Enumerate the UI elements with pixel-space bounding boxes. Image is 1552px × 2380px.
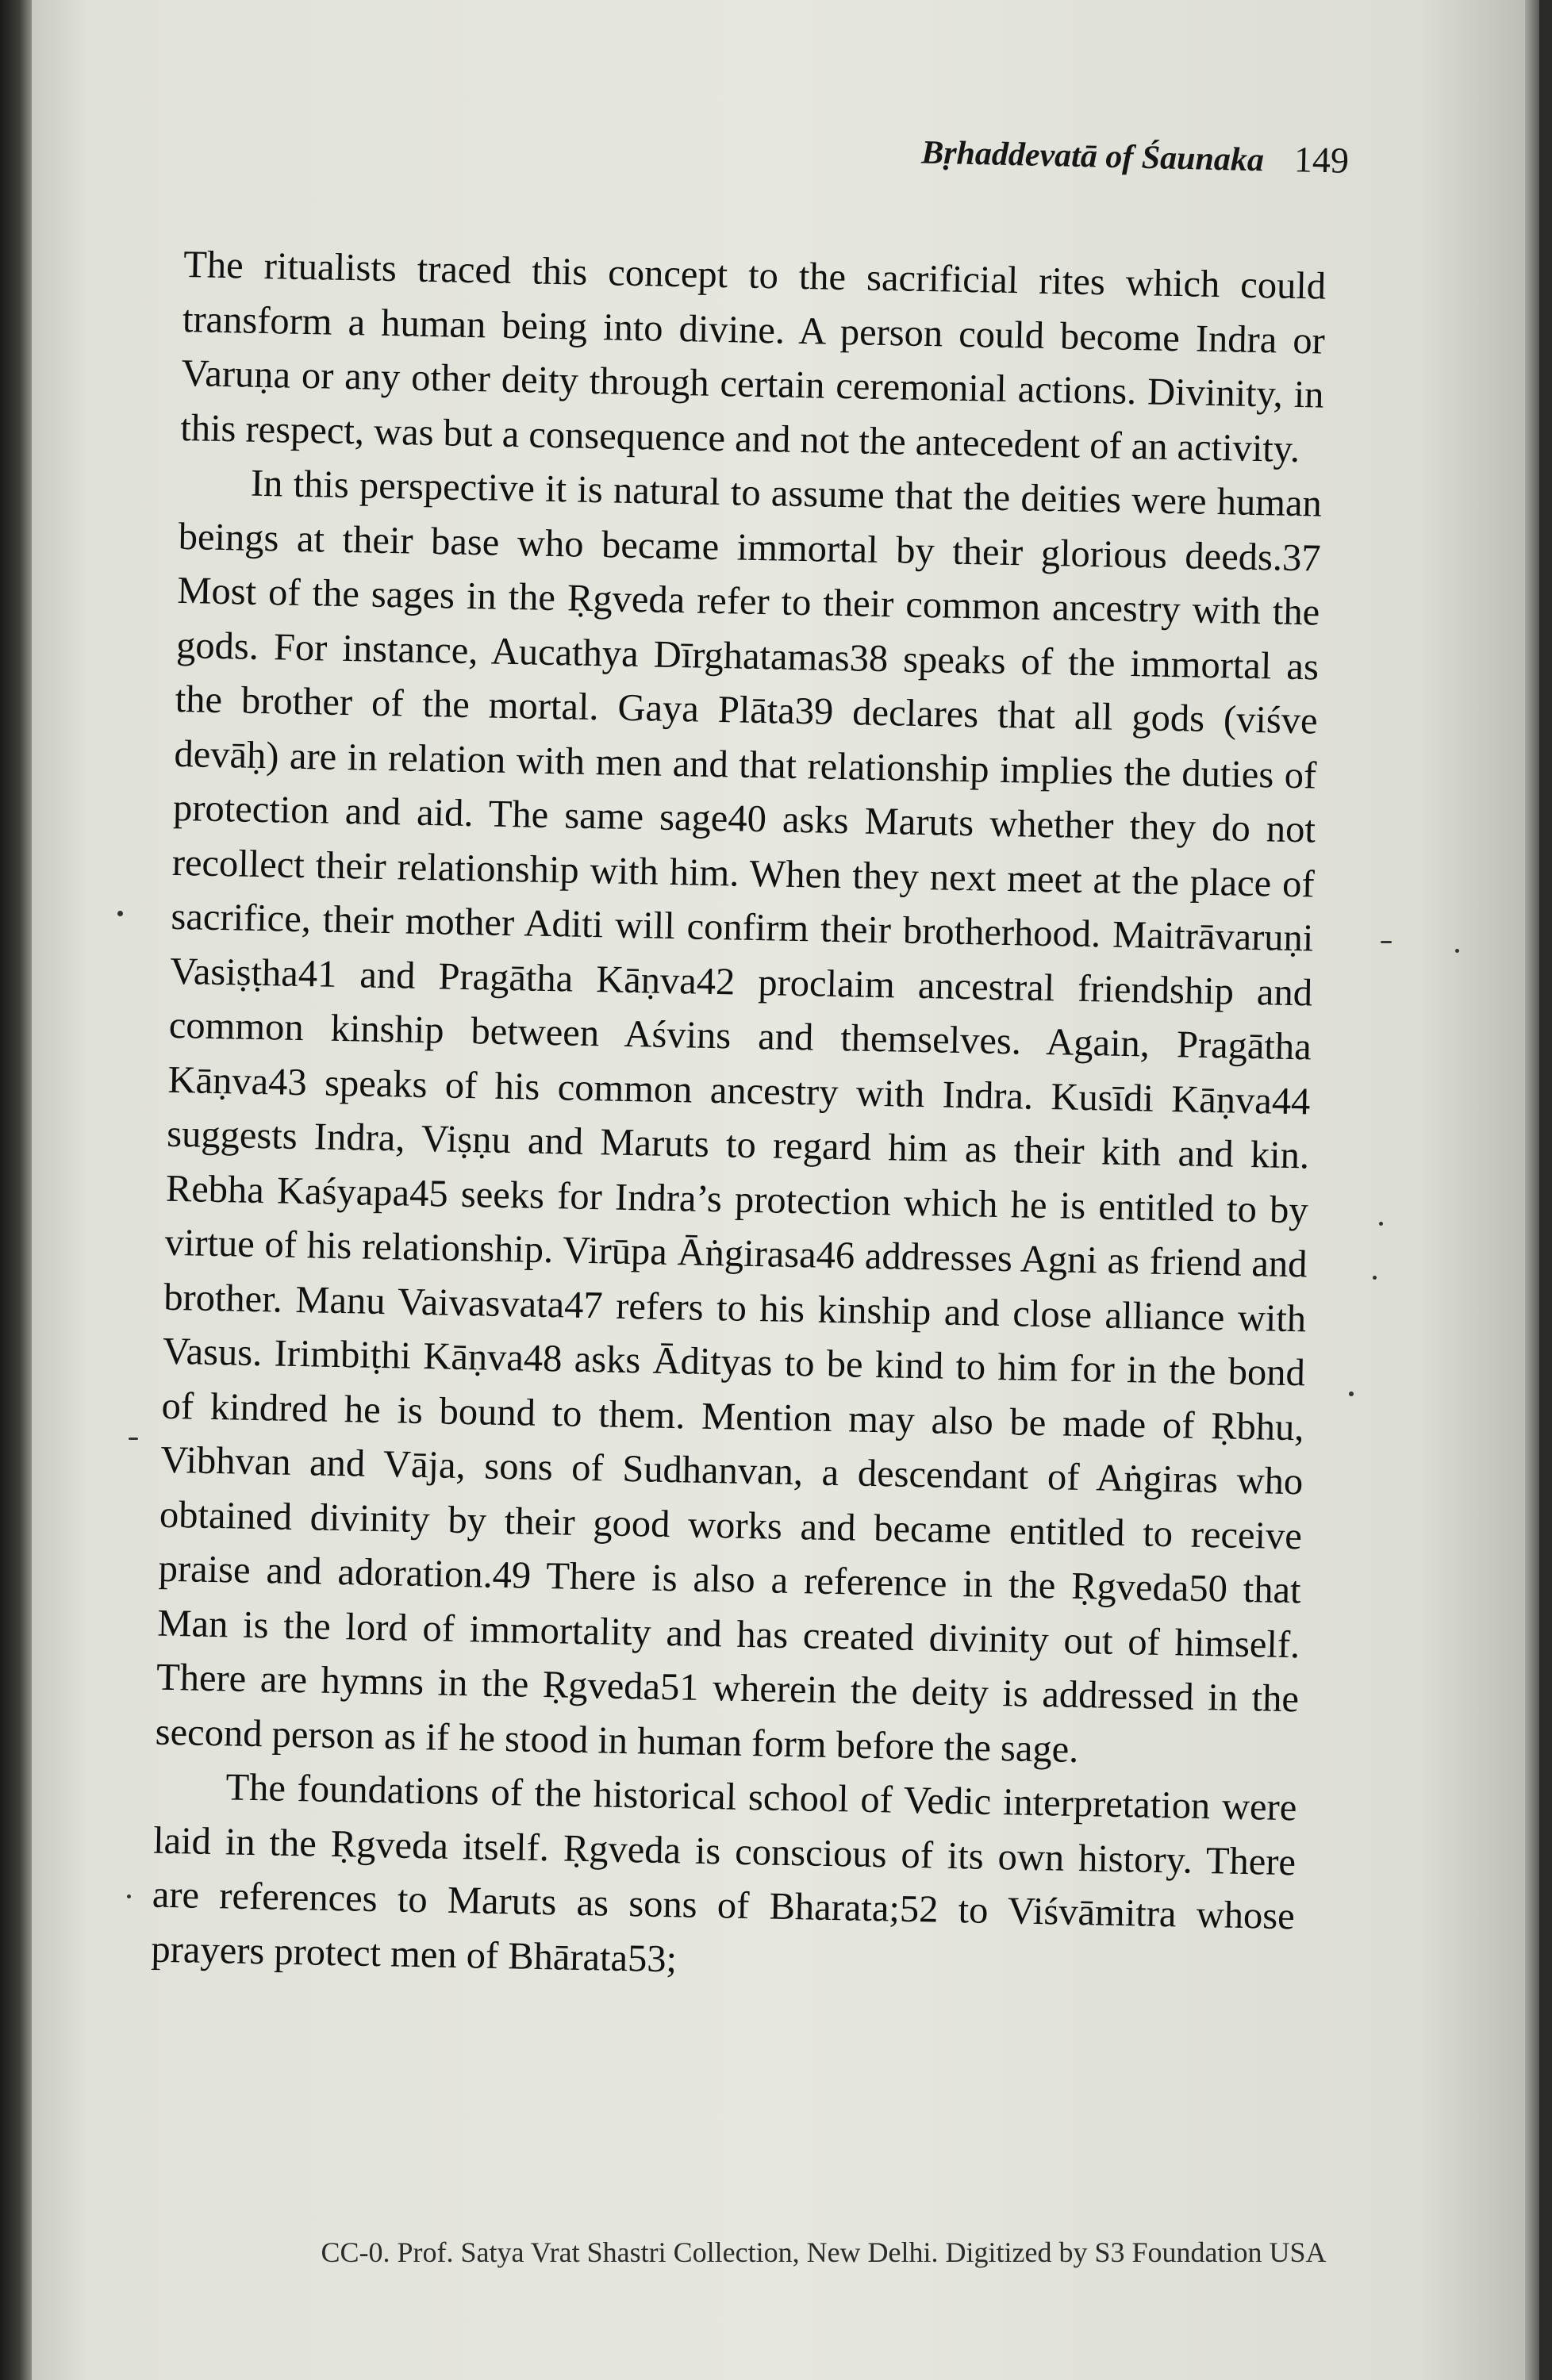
page-number: 149 [1293, 139, 1350, 181]
running-title: Bṛhaddevatā of Śaunaka [920, 134, 1265, 179]
dust-speck [127, 1894, 131, 1898]
dust-speck [1381, 941, 1392, 943]
digitization-footer: CC-0. Prof. Satya Vrat Shastri Collection, New Delhi. Digitized by S3 Foundation USA [321, 2236, 1327, 2268]
book-spine-shadow [0, 0, 32, 2380]
dust-speck [1373, 1276, 1377, 1280]
page-edge [1525, 0, 1539, 2380]
paragraph-2: In this perspective it is natural to assume that the deities were human beings at their base who became immortal by their glorious deeds.37 Most of the sages in the Ṛgveda refer to their common ancestry with the gods. For instance, Aucathya Dīrghatamas38 speaks of the immortal as the brother of the mortal. Gaya Plāta39 declares that all gods (viśve devāḥ) are in relation with men and that relationship implies the duties of protection and aid. The same sage40 asks Maruts whether they do not recollect their relationship with him. When they next meet at the place of sacrifice, their mother Aditi will confirm their brotherhood. Maitrāvaruṇi Vasiṣṭha41 and Pragātha Kāṇva42 proclaim ancestral friendship and common kinship between Aśvins and themselves. Again, Pragātha Kāṇva43 speaks of his common ancestry with Indra. Kusīdi Kāṇva44 suggests Indra, Viṣṇu and Maruts to regard him as their kith and kin. Rebha Kaśyapa45 seeks for Indra’s protection which he is entitled to by virtue of his relationship. Virūpa Āṅgirasa46 addresses Agni as friend and brother. Manu Vaivasvata47 refers to his kinship and close alliance with Vasus. Irimbiṭhi Kāṇva48 asks Ādityas to be kind to him for in the bond of kindred he is bound to them. Mention may also be made of Ṛbhu, Vibhvan and Vāja, sons of Sudhanvan, a descendant of Aṅgiras who obtained divinity by their good works and became entitled to receive praise and adoration.49 There is also a reference in the Ṛgveda50 that Man is the lord of immortality and has created divinity out of himself. There are hymns in the Ṛgveda51 wherein the deity is addressed in the second person as if he stood in human form before the sage. [155, 462, 1323, 1771]
dust-speck [1379, 1222, 1383, 1226]
dust-speck [129, 1438, 138, 1440]
dust-speck [1455, 949, 1459, 953]
dust-speck [117, 911, 123, 916]
dust-speck [1349, 1392, 1354, 1396]
paragraph-1: The ritualists traced this concept to the sacrificial rites which could transform a human being into divine. A person could become Indra or Varuṇa or any other deity through certain ceremonial actions. Divinity, in this respect, was but a consequence and not the antecedent of an activity. [179, 243, 1327, 470]
body-text [151, 238, 1327, 1998]
paragraph-3: The foundations of the historical school of Vedic interpretation were laid in the Ṛgveda itself. Ṛgveda is conscious of its own history. There are references to Maruts as sons of Bharata;52 to Viśvāmitra whose prayers protect men of Bhārata53; [151, 1766, 1297, 1980]
